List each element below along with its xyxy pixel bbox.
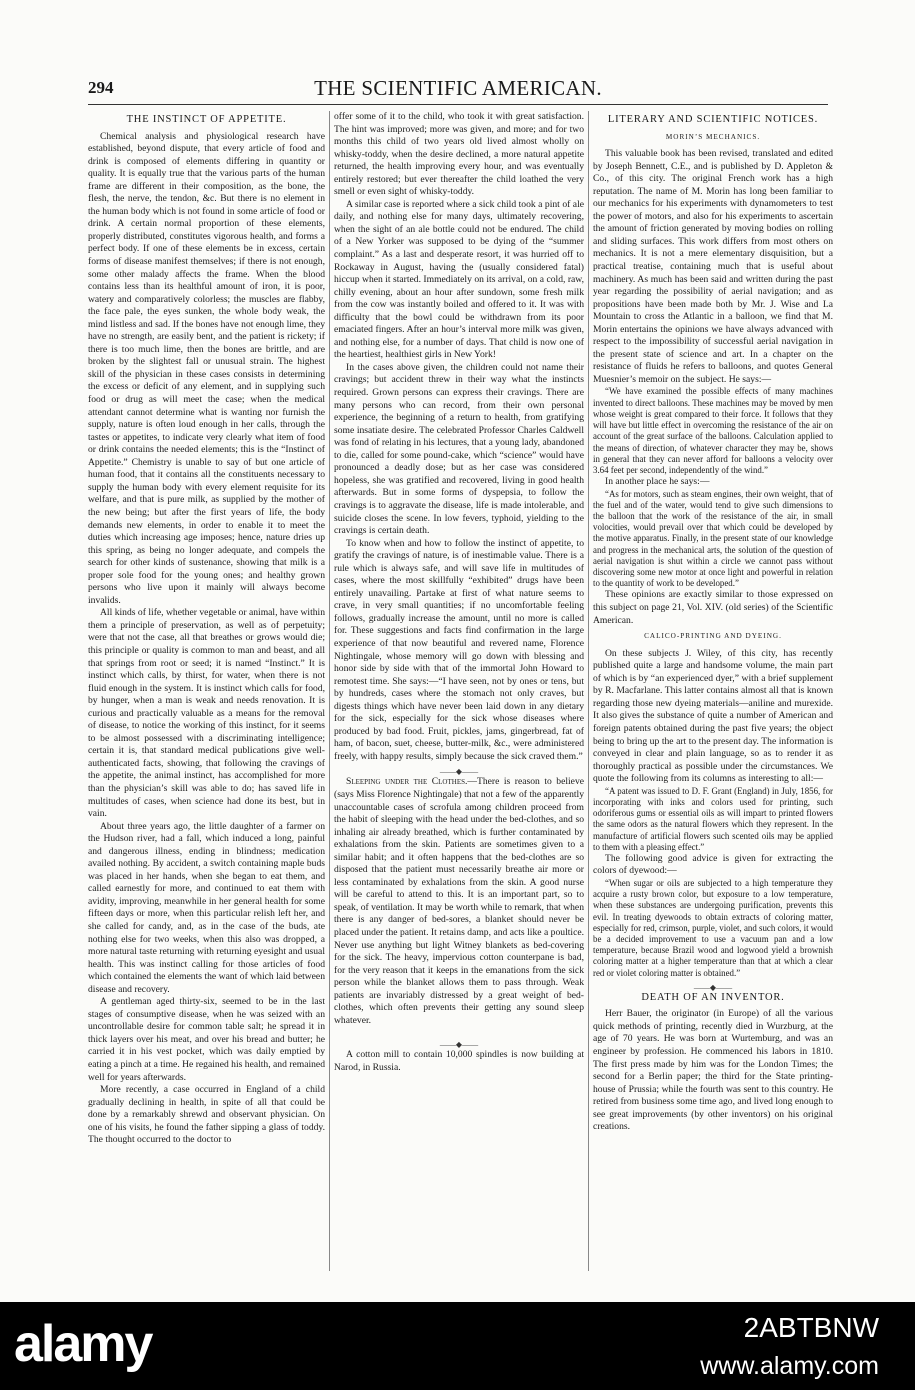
article-paragraph: This valuable book has been revised, translated and edited by Joseph Bennett, C.E., and is published by D. Appleton & Co., of this city. The original French work has a high reputation. The name of M. Morin has long been familiar to our mechanics for his experiments with dynamometers to test the power of motors, and also for his experiments to ascertain the amount of friction generated by moving bodies on rolling and sliding surfaces. This work differs from most others on mechanics. It is not a mere elementary disquisition, but a practical treatise, containing much that is useful about machinery. As much has been said and written during the past year regarding the possibility of aerial navigation; and as propositions have been made both by Mr. J. Wise and La Mountain to cross the Atlantic in a balloon, we find that M. Morin entertains the opinions we have always advanced with respect to the impossibility of successful aerial navigation in the present state of science and art. In a chapter on the resistance of fluids he refers to balloons, and quotes General Muesnier’s memoir on the subject. He says:— — [593, 148, 833, 385]
column-divider — [329, 111, 330, 1271]
notices-heading: LITERARY AND SCIENTIFIC NOTICES. — [607, 114, 819, 125]
masthead-title: THE SCIENTIFIC AMERICAN. — [314, 76, 602, 100]
section-separator: ——◆—— — [439, 1040, 479, 1050]
article-paragraph: A gentleman aged thirty-six, seemed to be in the last stages of consumptive disease, when he was seized with an uncontrollable desire for common table salt; he spread it in thick layers over his meat, and over his bread and butter; he carried it in his vest pocket, which was daily emptied by eating a pinch at a time. He regained his health, and remained well for years afterwards. — [88, 996, 325, 1083]
subheading-morin: MORIN’S MECHANICS. — [665, 132, 761, 141]
column-1 — [88, 111, 325, 1276]
article-paragraph: Herr Bauer, the originator (in Europe) of all the various quick methods of printing, recently died in Wurzburg, at the age of 70 years. He was born at Wurtemburg, and was an engineer by profession. He commenced his labors in 1810. The first press made by him was for the London Times; the second for a Berlin paper; the third for the State printing-house of Prussia; while the fourth was sent to this country. He retired from business some time ago, and lived long enough to see great improvements (by other inventors) on his original creations. — [593, 1008, 833, 1133]
sleeping-lead: Sleeping under the Clothes. — [346, 776, 468, 788]
article-paragraph: In the cases above given, the children could not name their cravings; but accident threw in their way what the instincts required. Grown persons can express their cravings. There are many persons who can record, from their own personal experience, the beginning of a return to health, from gratifying some insatiate desire. The celebrated Professor Charles Caldwell was fond of relating in his lectures, that a young lady, abandoned to die, called for some pound-cake, which “science” would have pronounced a deadly dose; but as her case was considered hopeless, she was gratified and recovered, living in good health afterwards. But in some forms of dyspepsia, to follow the cravings is to aggravate the disease, life is made intolerable, and suicide closes the scene. In low fevers, typhoid, yielding to the cravings is certain death. — [334, 361, 584, 537]
quotation: “A patent was issued to D. F. Grant (England) in July, 1856, for incorporating with inks and colors used for printing, such odoriferous gums or essential oils as will impart to printed flowers the same odors as the natural flowers which they represent. In the manufacture of artificial flowers such scented oils may be applied to them with a pleasing effect.” — [593, 785, 833, 852]
article-paragraph: A similar case is reported where a sick child took a pint of ale daily, and nothing else for many days, ultimately recovering, when the sight of an ale bottle could not be endured. The child of a New Yorker was supposed to be dying of the “summer complaint.” As a last and desperate resort, it was hurried off to Rockaway in August, having the (usually considered fatal) hiccup when it started. Immediately on its arrival, on a cold, raw, chilly evening, about an hour after sundown, some fresh milk from the cow was instantly boiled and offered to it. It was with difficulty that the bowl could be withdrawn from its poor emaciated fingers. After an hour’s interval more milk was given, and nothing else, for a number of days. That child is now one of the heartiest, healthiest girls in New York! — [334, 198, 584, 361]
page-header — [88, 78, 828, 102]
article-paragraph: In another place he says:— — [605, 476, 710, 488]
alamy-logo: alamy — [14, 1315, 152, 1373]
column-3 — [593, 111, 833, 1276]
article-paragraph: More recently, a case occurred in England of a child gradually declining in health, in spite of all that could be done by a remarkably shrewd and observant physician. On one of his visits, he found the father sipping a glass of toddy. The thought occurred to the doctor to — [88, 1084, 325, 1146]
section-separator: ——◆—— — [693, 982, 733, 992]
sleeping-text: —There is reason to believe (says Miss Florence Nightingale) that not a few of the apparently unaccountable cases of scrofula among children proceed from the habit of sleeping with the head under the bed-clothes, and so inhaling air already breathed, which is further contaminated by exhalations from the skin. Patients are sometimes given to a similar habit; and it often happens that the bed-clothes are so disposed that the patient must necessarily breathe air more or less contaminated by exhalations from the skin. A good nurse will be careful to attend to this. It is an important part, so to speak, of ventilation. It may be worth while to remark, that when there is any danger of bed-sores, a blanket should never be placed under the patient. It retains damp, and acts like a poultice. Never use anything but light Witney blankets as bed-covering for the sick. The heavy, impervious cotton counterpane is bad, for the very reason that it keeps in the emanations from the sick person while the blanket allows them to pass through. Weak patients are invariably distressed by a great weight of bed-clothes, which often prevents their getting any sound sleep whatever. — [334, 776, 584, 1026]
site-url: www.alamy.com — [700, 1352, 879, 1380]
quotation: “As for motors, such as steam engines, their own weight, that of the fuel and of the water, would tend to give such dimensions to the balloon that the work of the resistance of the air, in small volocities, would prevail over that which could be developed by the motive apparatus. Finally, in the present state of our knowledge and progress in the mechanical arts, the solution of the question of aerial navigation is shut within a circle we cannot pass without discovering some new motor at once light and powerful in relation to the quantity of work to be developed.” — [593, 488, 833, 589]
article-paragraph: Chemical analysis and physiological research have established, beyond dispute, that every article of food and drink is composed of elements differing in quantity or quality. It is equally true that the various parts of the human frame are different in their composition, as the bone, the flesh, the nerve, the tendon, &c. But there is no element in the human body which is not found in some article of food or drink. A certain normal proportion of these elements, properly distributed, constitutes vigorous health, and forms a perfect body. If one of these elements be in excess, certain forms of disease manifest themselves; if there is not enough, some other malady affects the frame. When the blood contains less than its healthful amount of iron, it is poor, watery and comparatively colorless; the muscles are flabby, the face pale, the eyes sunken, the whole body weak, the mind listless and sad. If the bones have not enough lime, they have no strength, are easily bent, and the patient is rickety; if there is too much lime, then the bones are brittle, and are broken by the slightest fall or unusual strain. The highest skill of the physician in these cases consists in determining the excess or deficit of any element, and in supplying such food or drug as will meet the case; when the medical attendant cannot determine what is wanting nor furnish the supply, nature is often loud enough in her calls, through the tastes or appetites, to indicate very clearly what item of food or drink contains the needed elements; this is the “Instinct of Appetite.” Chemistry is unable to say of but one article of human food, that it contains all the constituents necessary to supply the human body with every element requisite for its welfare, and that is pure milk, as supplied by the mother of the new being; but after the first years of life, the body demands new elements, in order to enable it to meet the duties which increasing age imposes; hence, nature dries up this spring, as being no longer adequate, and compels the search for other kinds of sustenance, showing that milk is a proper sole food for the young ones; and healthy grown persons who live upon it mainly will always become invalids. — [88, 130, 325, 606]
article-paragraph: All kinds of life, whether vegetable or animal, have within them a principle of preservation, as well as of perpetuity; were that not the case, all that breathes or grows would die; this principle or quality is common to man and beast, and all that springs from root or seed; it is named “Instinct.” It is instinct which calls, by thirst, for water, when there is not fluid enough in the system. It is instinct which calls for food, by hunger, when a man is weak and needs renovation. It is curious and practically valuable as a means for the removal of disease, to notice the working of this instinct, for it seems to be almost possessed with a discriminating intelligence; certain it is, that standard medical publications give well-authenticated facts, showing, that following the cravings of the appetite, the animal instinct, has accomplished for more than the physician’s skill was able to do; has saved life in multitudes of cases, when science had done its best, but in vain. — [88, 607, 325, 820]
article-paragraph: About three years ago, the little daughter of a farmer on the Hudson river, had a fall, which induced a long, painful and dangerous illness, ending in blindness; medication availed nothing. By accident, a switch containing maple buds was placed in her hands, when she began to eat them, and called earnestly for more, and continued to eat them with avidity, improving, meanwhile in her general health for some fifteen days or more, when this particular relish left her, and she called for candy, and, as in the case of the buds, ate nothing else for two weeks, when this also was dropped, a more natural taste returning with returning eyesight and usual health. This was instinct calling for those articles of food which contained the elements the want of which laid between disease and recovery. — [88, 820, 325, 995]
section-separator: ——◆—— — [439, 767, 479, 777]
quotation: “We have examined the possible effects of many machines invented to direct balloons. These machines may be moved by men whose weight is great compared to their force. It follows that they will have but little effect in overcoming the resistance of the air on account of the great surface of the balloons. Calculation applied to the means of direction, of whatever character they may be, shows in general that they can never afford for balloons a velocity over 3.64 feet per second, independently of the wind.” — [593, 386, 833, 475]
image-id: 2ABTBNW — [743, 1312, 879, 1343]
column-2 — [334, 111, 584, 1276]
death-heading: DEATH OF AN INVENTOR. — [641, 991, 785, 1003]
article-paragraph: The following good advice is given for extracting the colors of dyewood:— — [593, 852, 833, 877]
article-heading: THE INSTINCT OF APPETITE. — [126, 114, 287, 125]
article-paragraph: To know when and how to follow the instinct of appetite, to gratify the cravings of nature, is of inestimable value. There is a rule which is always safe, and will save life in multitudes of cases, where the most skillfully “exhibited” drugs have been entirely unavailing. Partake at first of what nature seems to crave, in very small quantities; if no uncomfortable feeling follows, gradually increase the amount, until no more is called for. These suggestions and facts find confirmation in the large experience of that now beautiful and revered name, Florence Nightingale, whose memory will go down with blessing and honor side by side with that of the immortal John Howard to remotest time. She says:—“I have seen, not by ones or tens, but by hundreds, cases where the stomach not only craves, but digests things which have never been laid down in any dietary for the sick, especially for the sick whose diseases where produced by bad food. Fruit, pickles, jams, gingerbread, fat of ham, of bacon, suet, cheese, butter-milk, &c., were administered freely, with happy results, simply because the sick craved them.” — [334, 537, 584, 762]
subheading-calico: CALICO-PRINTING AND DYEING. — [644, 632, 782, 641]
column-divider — [588, 111, 589, 1271]
article-paragraph: On these subjects J. Wiley, of this city, has recently published quite a large and handsome volume, the main part of which is by “an experienced dyer,” with a brief supplement by R. Macfarlane. This latter contains almost all that is known regarding those new dyeing materials—aniline and murexide. It also gives the substance of quite a number of American and foreign patents obtained during the past five years; the object being to bring up the art to the present day. The information is conveyed in clear and plain language, so as to render it as thoroughly practical as possible under the circumstances. We quote the following from its columns as interesting to all:— — [593, 647, 833, 785]
cotton-mill-note: A cotton mill to contain 10,000 spindles is now building at Narod, in Russia. — [334, 1049, 584, 1073]
page-number: 294 — [88, 78, 114, 97]
watermark-banner — [0, 1302, 915, 1390]
quotation: “When sugar or oils are subjected to a high temperature they acquire a rusty brown color, but exposure to a low temperature, when these substances are undergoing purification, prevents this evil. In treating dyewoods to obtain extracts of coloring matter, especially for red, crimson, purple, violet, and such colors, it would be a decided improvement to use a vacuum pan and a low temperature, because Brazil wood and logwood yield a brownish coloring matter at a higher temperature than that at which a clear red or violet coloring matter is obtained.” — [593, 878, 833, 978]
header-rule — [88, 104, 828, 105]
sleeping-paragraph — [334, 776, 584, 1027]
article-paragraph: offer some of it to the child, who took it with great satisfaction. The hint was improved; more was given, and more; and for two months this child of two years old lived almost wholly on whisky-toddy, when the desire declined, a more natural appetite returned, the health improving every hour, and was eventually entirely restored; but ever thereafter the child loathed the very smell or even sight of whisky-toddy. — [334, 111, 584, 198]
article-paragraph: These opinions are exactly similar to those expressed on this subject on page 21, Vol. XIV. (old series) of the Scientific American. — [593, 589, 833, 626]
